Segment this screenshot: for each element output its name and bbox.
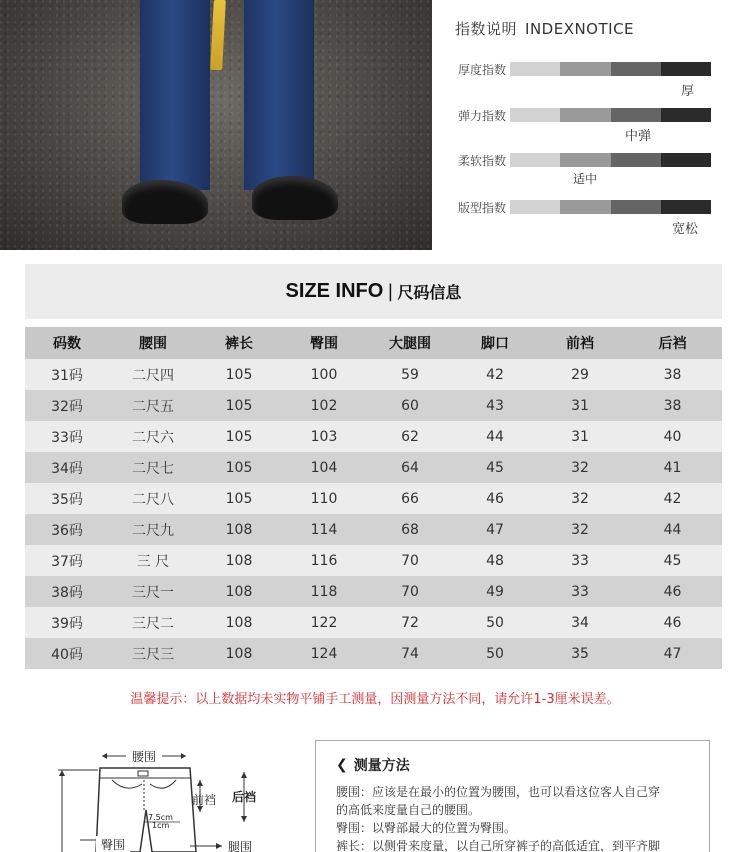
index-bar	[510, 200, 711, 214]
table-cell: 104	[281, 452, 367, 483]
chevron-left-icon: ❮	[336, 757, 348, 773]
table-cell: 105	[197, 421, 281, 452]
method-line: 臀围：以臀部最大的位置为臀围。	[336, 821, 517, 835]
table-cell: 33码	[25, 421, 109, 452]
table-cell: 46	[623, 576, 722, 607]
table-cell: 62	[367, 421, 453, 452]
column-header: 大腿围	[367, 327, 453, 359]
column-header: 码数	[25, 327, 109, 359]
table-cell: 31码	[25, 359, 109, 390]
table-cell: 110	[281, 483, 367, 514]
diagram-front-rise-label: 前裆	[192, 793, 217, 807]
index-label: 版型指数	[458, 201, 507, 215]
diagram-back-rise-label: 后裆	[232, 790, 257, 804]
method-title-text: 测量方法	[353, 758, 410, 774]
table-cell: 35	[537, 638, 623, 669]
table-cell: 二尺九	[109, 514, 197, 545]
jeans-right-leg	[244, 0, 314, 190]
table-cell: 二尺八	[109, 483, 197, 514]
right-shoe	[252, 176, 338, 220]
table-cell: 66	[367, 483, 453, 514]
table-cell: 32	[537, 483, 623, 514]
table-cell: 33	[537, 576, 623, 607]
table-cell: 37码	[25, 545, 109, 576]
table-cell: 64	[367, 452, 453, 483]
table-cell: 108	[197, 607, 281, 638]
column-header: 臀围	[281, 327, 367, 359]
index-notice	[455, 18, 735, 39]
measurement-method-box	[315, 740, 710, 852]
table-cell: 70	[367, 576, 453, 607]
table-cell: 102	[281, 390, 367, 421]
table-row	[25, 421, 722, 452]
table-cell: 44	[453, 421, 537, 452]
table-cell: 105	[197, 483, 281, 514]
table-cell: 48	[453, 545, 537, 576]
table-cell: 38	[623, 359, 722, 390]
index-title-cn: 指数说明	[455, 20, 518, 38]
table-cell: 34	[537, 607, 623, 638]
table-cell: 44	[623, 514, 722, 545]
size-info-title-en: SIZE INFO	[285, 280, 384, 302]
table-cell: 124	[281, 638, 367, 669]
table-cell: 31	[537, 421, 623, 452]
table-cell: 29	[537, 359, 623, 390]
method-line: 的高低来度量自己的腰围。	[336, 803, 481, 817]
diagram-thigh-label: 腿围	[228, 840, 253, 852]
table-cell: 三尺三	[109, 638, 197, 669]
measurement-method-title	[336, 755, 709, 775]
method-line: 裤长：以侧骨来度量，以自己所穿裤子的高低适宜，到平齐脚	[336, 839, 661, 852]
column-header: 裤长	[197, 327, 281, 359]
table-cell: 118	[281, 576, 367, 607]
index-title-en: INDEXNOTICE	[525, 20, 635, 38]
table-cell: 42	[623, 483, 722, 514]
diagram-hip-label: 臀围	[100, 838, 126, 852]
size-table	[25, 327, 722, 669]
table-cell: 32	[537, 514, 623, 545]
index-value: 中弹	[625, 129, 652, 144]
table-row	[25, 576, 722, 607]
diagram-dim-1cm: 1cm	[152, 821, 170, 830]
table-cell: 三尺一	[109, 576, 197, 607]
table-cell: 108	[197, 638, 281, 669]
measurement-tip: 温馨提示：以上数据均未实物平铺手工测量，因测量方法不同，请允许1-3厘米误差。	[130, 692, 620, 707]
table-cell: 45	[453, 452, 537, 483]
table-cell: 45	[623, 545, 722, 576]
table-cell: 72	[367, 607, 453, 638]
table-header-row	[25, 327, 722, 359]
index-value: 厚	[681, 84, 695, 99]
table-cell: 38	[623, 390, 722, 421]
table-cell: 33	[537, 545, 623, 576]
table-cell: 34码	[25, 452, 109, 483]
size-info-title-cn: 尺码信息	[397, 283, 462, 302]
table-row	[25, 452, 722, 483]
table-cell: 122	[281, 607, 367, 638]
table-cell: 32码	[25, 390, 109, 421]
title-separator: |	[387, 281, 394, 302]
table-cell: 105	[197, 390, 281, 421]
table-cell: 105	[197, 452, 281, 483]
column-header: 腰围	[109, 327, 197, 359]
index-label: 柔软指数	[458, 154, 507, 168]
size-info-header	[25, 264, 722, 319]
table-cell: 40码	[25, 638, 109, 669]
table-cell: 108	[197, 514, 281, 545]
index-label: 弹力指数	[458, 109, 507, 123]
diagram-dim-7-5cm: 7.5cm	[148, 813, 173, 822]
table-row	[25, 638, 722, 669]
table-cell: 47	[623, 638, 722, 669]
column-header: 脚口	[453, 327, 537, 359]
table-row	[25, 545, 722, 576]
table-cell: 39码	[25, 607, 109, 638]
diagram-waist-label: 腰围	[131, 750, 157, 764]
table-row	[25, 359, 722, 390]
table-cell: 116	[281, 545, 367, 576]
table-cell: 103	[281, 421, 367, 452]
table-cell: 108	[197, 576, 281, 607]
index-bar	[510, 108, 711, 122]
table-cell: 二尺五	[109, 390, 197, 421]
index-value: 适中	[573, 172, 598, 186]
index-label: 厚度指数	[458, 63, 507, 77]
table-cell: 70	[367, 545, 453, 576]
table-cell: 43	[453, 390, 537, 421]
column-header: 前裆	[537, 327, 623, 359]
table-row	[25, 483, 722, 514]
table-cell: 二尺六	[109, 421, 197, 452]
table-cell: 47	[453, 514, 537, 545]
jeans-left-leg	[140, 0, 210, 190]
left-shoe	[122, 180, 208, 224]
table-cell: 105	[197, 359, 281, 390]
pants-measurement-diagram	[40, 740, 280, 852]
table-row	[25, 514, 722, 545]
index-notice-title	[455, 18, 735, 39]
table-cell: 46	[453, 483, 537, 514]
table-cell: 108	[197, 545, 281, 576]
table-cell: 31	[537, 390, 623, 421]
table-cell: 二尺四	[109, 359, 197, 390]
table-cell: 59	[367, 359, 453, 390]
table-cell: 50	[453, 638, 537, 669]
index-bar	[510, 153, 711, 167]
table-cell: 42	[453, 359, 537, 390]
table-cell: 46	[623, 607, 722, 638]
table-cell: 49	[453, 576, 537, 607]
table-cell: 38码	[25, 576, 109, 607]
table-cell: 36码	[25, 514, 109, 545]
table-cell: 68	[367, 514, 453, 545]
table-cell: 二尺七	[109, 452, 197, 483]
table-cell: 40	[623, 421, 722, 452]
table-cell: 41	[623, 452, 722, 483]
product-photo	[0, 0, 432, 250]
method-line: 腰围：应该是在最小的位置为腰围，也可以看这位客人自己穿	[336, 785, 661, 799]
index-bar	[510, 62, 711, 76]
table-cell: 100	[281, 359, 367, 390]
table-cell: 三尺二	[109, 607, 197, 638]
table-row	[25, 390, 722, 421]
table-cell: 74	[367, 638, 453, 669]
table-cell: 32	[537, 452, 623, 483]
table-cell: 50	[453, 607, 537, 638]
table-row	[25, 607, 722, 638]
index-value: 宽松	[672, 222, 699, 237]
table-cell: 114	[281, 514, 367, 545]
column-header: 后裆	[623, 327, 722, 359]
table-cell: 35码	[25, 483, 109, 514]
table-cell: 三 尺	[109, 545, 197, 576]
table-cell: 60	[367, 390, 453, 421]
